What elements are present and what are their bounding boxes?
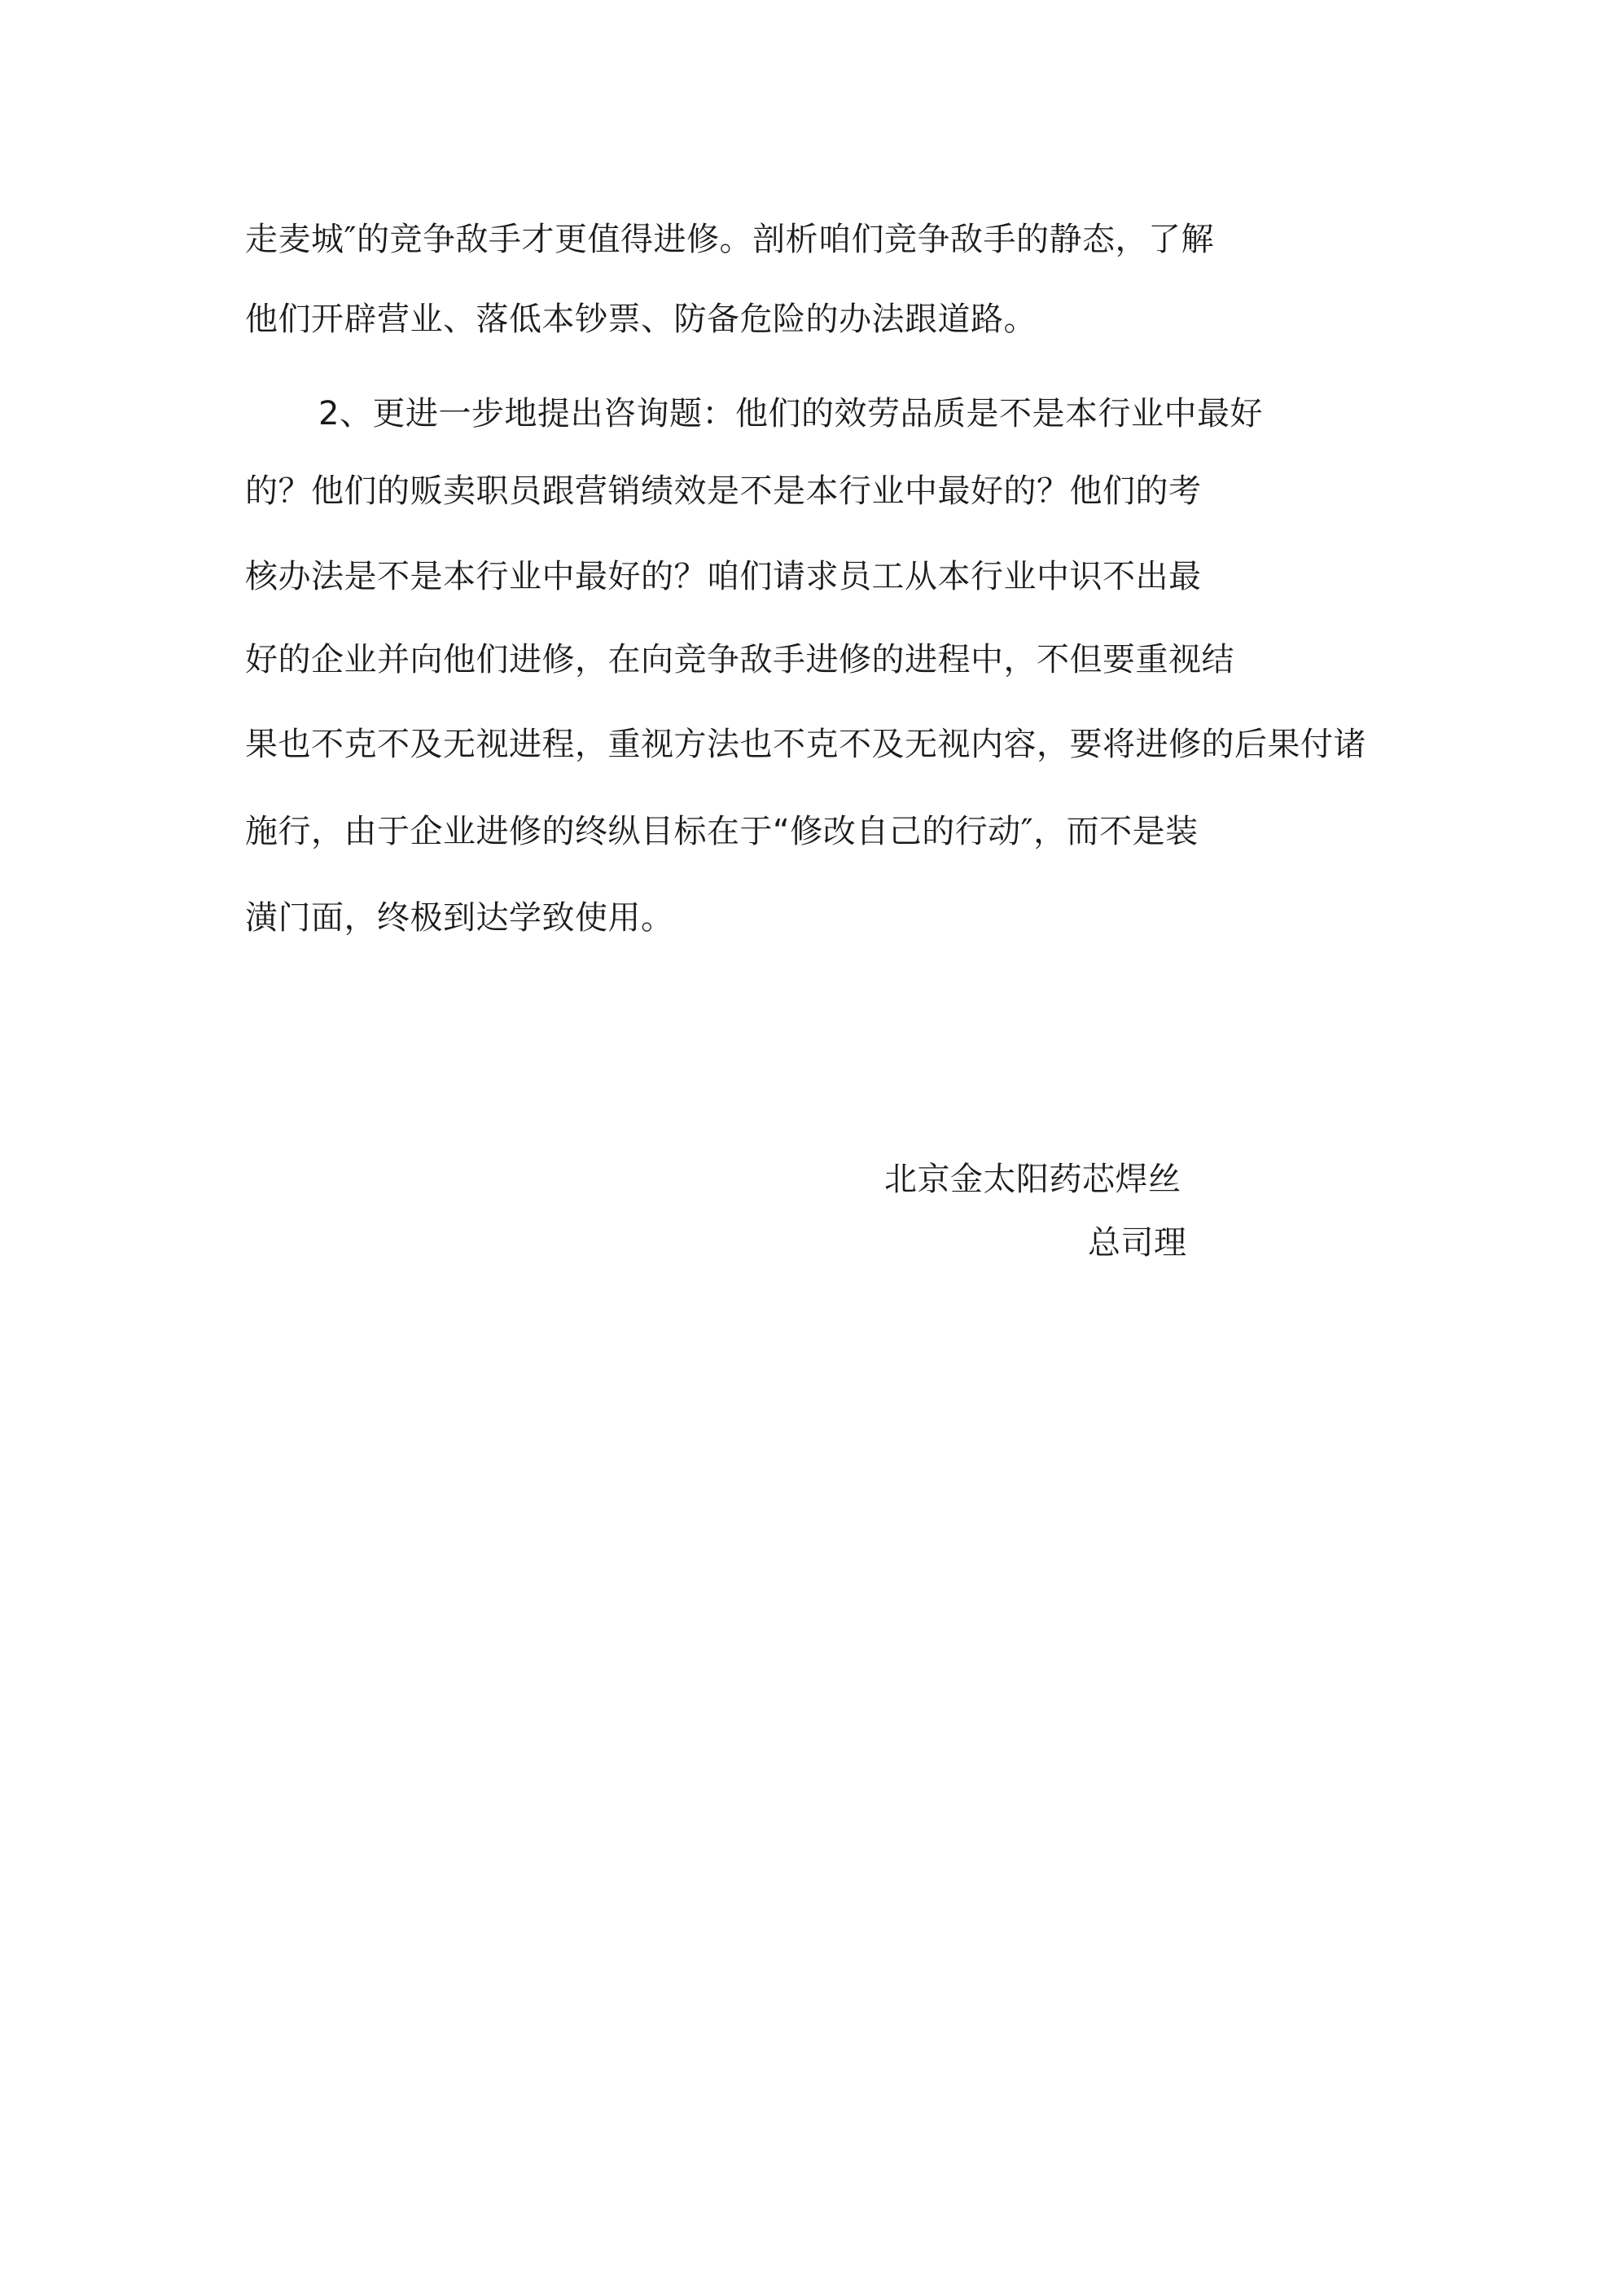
paragraph-2-line-5: 果也不克不及无视进程，重视方法也不克不及无视内容，要将进修的后果付诸 <box>245 726 1366 763</box>
paragraph-2-line-3: 核办法是不是本行业中最好的？咱们请求员工从本行业中识不出最 <box>245 558 1202 595</box>
signature-company: 北京金太阳药芯焊丝 <box>884 1161 1181 1198</box>
paragraph-2-line-7: 潢门面，终极到达学致使用。 <box>245 899 674 937</box>
paragraph-1-line-1: 走麦城″的竞争敌手才更值得进修。剖析咱们竞争敌手的静态，了解 <box>245 221 1214 258</box>
paragraph-1-line-2: 他们开辟营业、落低本钞票、防备危险的办法跟道路。 <box>245 301 1037 338</box>
paragraph-2-line-4: 好的企业并向他们进修，在向竞争敌手进修的进程中，不但要重视结 <box>245 641 1234 678</box>
paragraph-2-line-2: 的？他们的贩卖职员跟营销绩效是不是本行业中最好的？他们的考 <box>245 472 1202 510</box>
signature-title: 总司理 <box>1088 1224 1187 1262</box>
paragraph-2-line-6: 施行，由于企业进修的终纵目标在于“修改自己的行动″，而不是装 <box>245 813 1199 850</box>
paragraph-2-line-1: 2、更进一步地提出咨询题：他们的效劳品质是不是本行业中最好 <box>318 395 1263 432</box>
